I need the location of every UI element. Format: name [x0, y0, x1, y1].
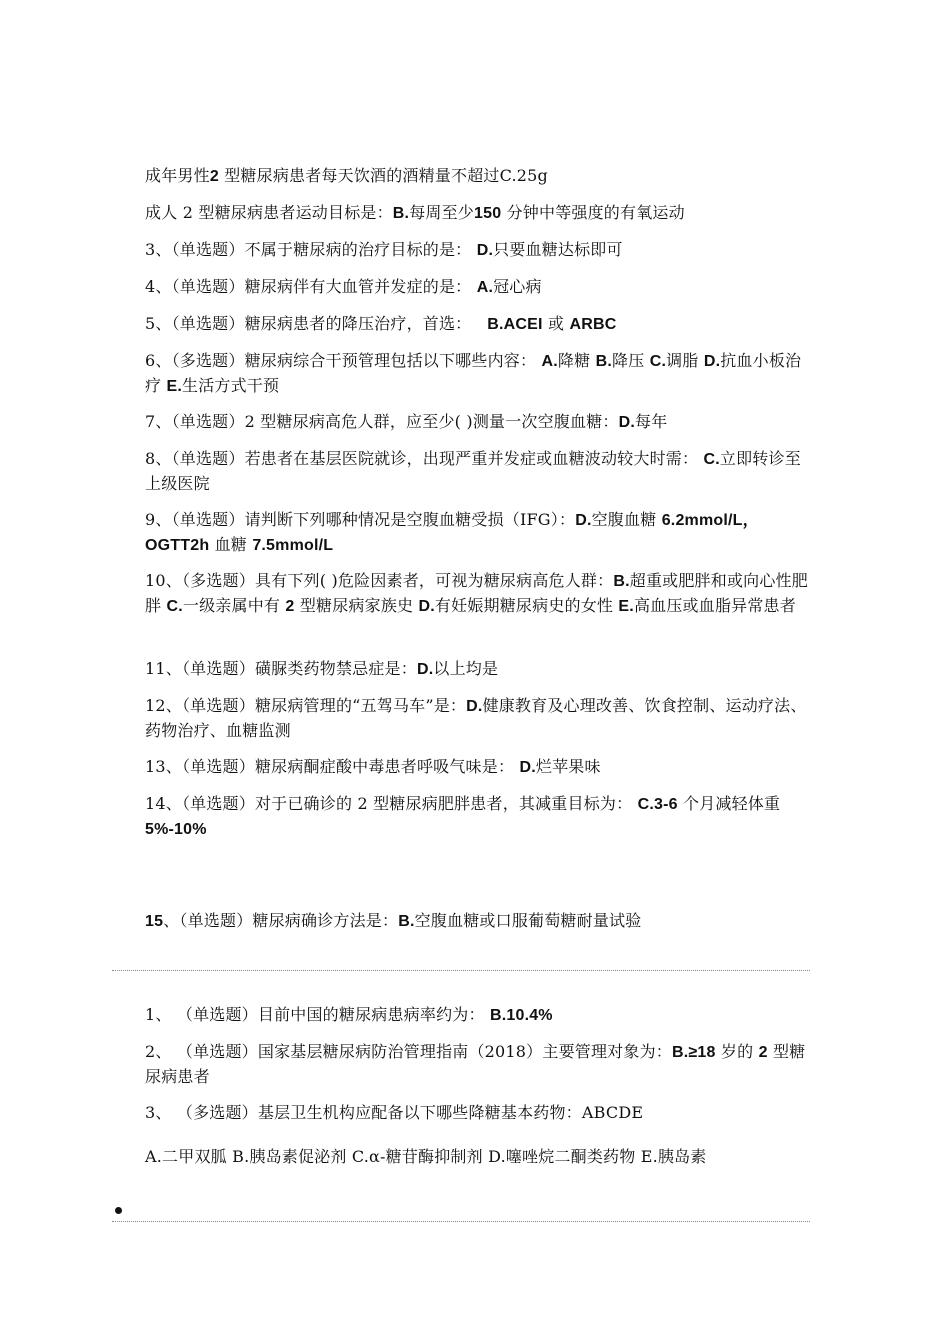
section-divider	[112, 970, 810, 971]
question-12: 12、（单选题）糖尿病管理的“五驾马车”是：D.健康教育及心理改善、饮食控制、运动疗法、药物治疗、血糖监测	[145, 696, 807, 740]
question-3: 3、（单选题）不属于糖尿病的治疗目标的是： D.只要血糖达标即可	[145, 240, 623, 259]
question-11: 11、（单选题）磺脲类药物禁忌症是：D.以上均是	[145, 659, 499, 678]
bottom-divider	[112, 1221, 810, 1222]
question-s2-2: 2、 （单选题）国家基层糖尿病防治管理指南（2018）主要管理对象为：B.≥18 岁的 2 型糖尿病患者	[145, 1042, 806, 1086]
list-bullet	[115, 1207, 122, 1214]
question-5: 5、（单选题）糖尿病患者的降压治疗，首选： B.ACEI 或 ARBC	[145, 314, 617, 333]
question-8: 8、（单选题）若患者在基层医院就诊，出现严重并发症或血糖波动较大时需： C.立即转诊至上级医院	[145, 449, 801, 493]
line-alcohol: 成年男性2 型糖尿病患者每天饮酒的酒精量不超过C.25g	[145, 166, 548, 185]
question-14: 14、（单选题）对于已确诊的 2 型糖尿病肥胖患者，其减重目标为： C.3-6 个月减轻体重 5%-10%	[145, 794, 781, 838]
question-9: 9、（单选题）请判断下列哪种情况是空腹血糖受损（IFG）：D.空腹血糖 6.2mmol/L，OGTT2h 血糖 7.5mmol/L	[145, 510, 759, 554]
question-s2-3: 3、 （多选题）基层卫生机构应配备以下哪些降糖基本药物：ABCDE	[145, 1103, 644, 1122]
question-13: 13、（单选题）糖尿病酮症酸中毒患者呼吸气味是： D.烂苹果味	[145, 757, 601, 776]
question-s2-1: 1、 （单选题）目前中国的糖尿病患病率约为： B.10.4%	[145, 1005, 553, 1024]
question-15: 15、（单选题）糖尿病确诊方法是：B.空腹血糖或口服葡萄糖耐量试验	[145, 911, 642, 930]
question-4: 4、（单选题）糖尿病伴有大血管并发症的是： A.冠心病	[145, 277, 542, 296]
question-6: 6、（多选题）糖尿病综合干预管理包括以下哪些内容： A.降糖 B.降压 C.调脂 D.抗血小板治疗 E.生活方式干预	[145, 351, 802, 395]
question-7: 7、（单选题）2 型糖尿病高危人群，应至少( )测量一次空腹血糖：D.每年	[145, 412, 668, 431]
question-10: 10、（多选题）具有下列( )危险因素者，可视为糖尿病高危人群：B.超重或肥胖和或向心性肥胖 C.一级亲属中有 2 型糖尿病家族史 D.有妊娠期糖尿病史的女性 E.高血压或血脂异常患者	[145, 571, 808, 615]
line-exercise: 成人 2 型糖尿病患者运动目标是：B.每周至少150 分钟中等强度的有氧运动	[145, 203, 685, 222]
question-s2-3-options: A.二甲双胍 B.胰岛素促泌剂 C.α-糖苷酶抑制剂 D.噻唑烷二酮类药物 E.胰岛素	[145, 1147, 707, 1166]
